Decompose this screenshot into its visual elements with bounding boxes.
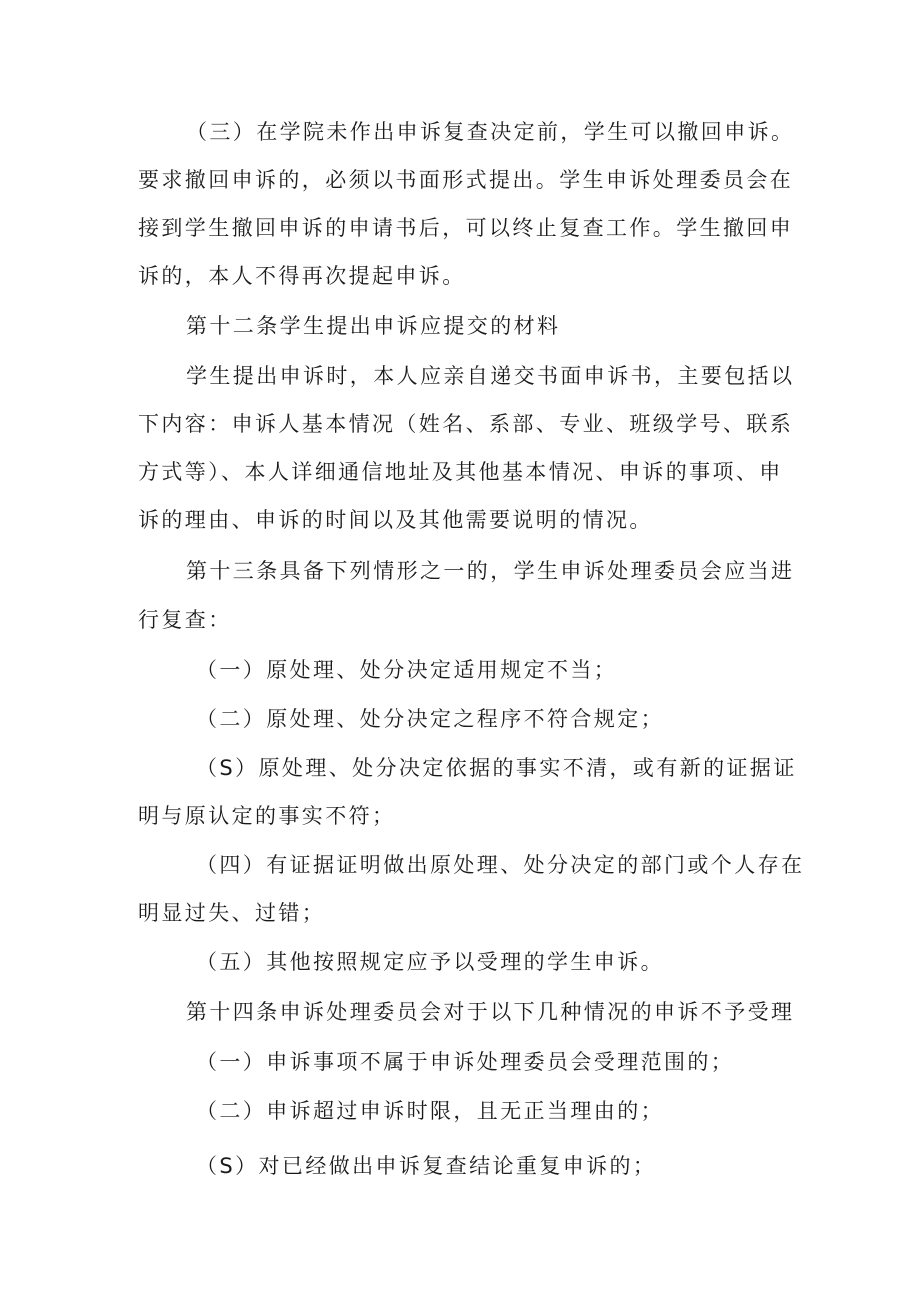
list-item: （S）原处理、处分决定依据的事实不清，或有新的证据证 [196, 756, 797, 780]
paragraph-line: 接到学生撤回申诉的申请书后，可以终止复查工作。学生撤回申 [138, 216, 794, 240]
paragraph-line: 要求撤回申诉的，必须以书面形式提出。学生申诉处理委员会在 [138, 168, 794, 192]
paragraph-line: （三）在学院未作出申诉复查决定前，学生可以撤回申诉。 [186, 120, 795, 144]
paragraph-line: 诉的，本人不得再次提起申诉。 [138, 264, 466, 288]
list-item: （S）对已经做出申诉复查结论重复申诉的； [196, 1154, 657, 1178]
list-item: （四）有证据证明做出原处理、处分决定的部门或个人存在 [196, 853, 805, 877]
list-item: （二）申诉超过申诉时限，且无正当理由的； [196, 1099, 664, 1123]
list-item: （二）原处理、处分决定之程序不符合规定； [196, 707, 664, 731]
article-heading: 第十三条具备下列情形之一的，学生申诉处理委员会应当进 [186, 559, 795, 583]
article-heading: 第十二条学生提出申诉应提交的材料 [186, 314, 561, 338]
paragraph-line: 方式等）、本人详细通信地址及其他基本情况、申诉的事项、申 [138, 460, 783, 484]
paragraph-line: 诉的理由、申诉的时间以及其他需要说明的情况。 [138, 508, 653, 532]
list-item: （一）原处理、处分决定适用规定不当； [196, 658, 618, 682]
paragraph-line: 明与原认定的事实不符； [138, 804, 396, 828]
paragraph-line: 行复查： [138, 608, 232, 632]
paragraph-line: 明显过失、过错； [138, 901, 326, 925]
paragraph-line: 学生提出申诉时，本人应亲自递交书面申诉书，主要包括以 [186, 364, 795, 388]
paragraph-line: 下内容：申诉人基本情况（姓名、系部、专业、班级学号、联系 [138, 412, 794, 436]
list-item: （五）其他按照规定应予以受理的学生申诉。 [196, 950, 664, 974]
article-heading: 第十四条申诉处理委员会对于以下几种情况的申诉不予受理 [186, 1000, 795, 1024]
list-item: （一）申诉事项不属于申诉处理委员会受理范围的； [196, 1050, 735, 1074]
